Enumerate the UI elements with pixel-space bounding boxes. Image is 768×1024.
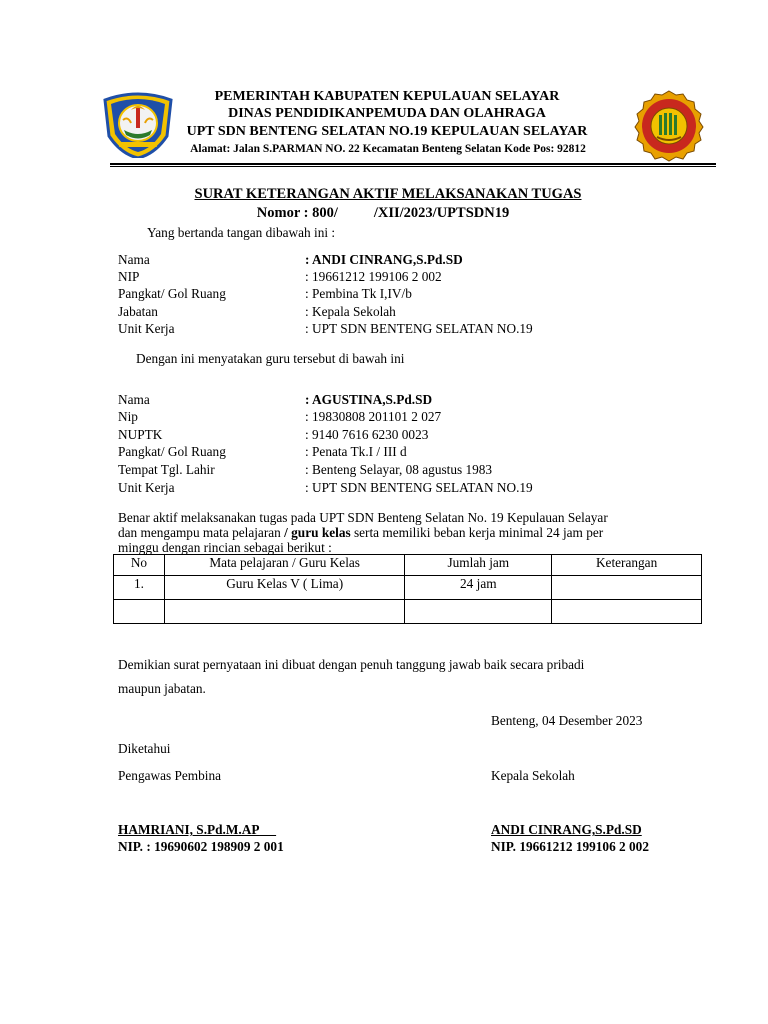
closing-line2: maupun jabatan. bbox=[118, 681, 206, 696]
body-line2-start: dan mengampu mata pelajaran bbox=[118, 525, 285, 540]
teacher-value: : UPT SDN BENTENG SELATAN NO.19 bbox=[305, 480, 533, 495]
body-line3: minggu dengan rincian sebagai berikut : bbox=[118, 540, 332, 555]
intro-text: Yang bertanda tangan dibawah ini : bbox=[147, 225, 336, 240]
teacher-label: Tempat Tgl. Lahir bbox=[118, 462, 215, 477]
signer-value: : Kepala Sekolah bbox=[305, 304, 396, 319]
body-line2 bbox=[118, 525, 603, 541]
table-row bbox=[114, 576, 702, 600]
signer-label: NIP bbox=[118, 269, 140, 284]
table-cell: 1. bbox=[114, 576, 165, 600]
letterhead-address: Alamat: Jalan S.PARMAN NO. 22 Kecamatan Benteng Selatan Kode Pos: 92812 bbox=[190, 143, 586, 155]
right-signatory-nip: NIP. 19661212 199106 2 002 bbox=[491, 839, 649, 854]
right-signatory-role: Kepala Sekolah bbox=[491, 768, 575, 783]
teacher-value: : 9140 7616 6230 0023 bbox=[305, 427, 429, 442]
teacher-label: Nama bbox=[118, 392, 150, 407]
left-signatory-name-text: HAMRIANI, S.Pd.M.AP bbox=[118, 822, 260, 837]
letterhead-line3: UPT SDN BENTENG SELATAN NO.19 KEPULAUAN SELAYAR bbox=[186, 124, 588, 139]
signer-value: : ANDI CINRANG,S.Pd.SD bbox=[305, 252, 463, 267]
left-signatory-name bbox=[118, 822, 276, 838]
signer-label: Jabatan bbox=[118, 304, 158, 319]
table-cell bbox=[164, 600, 405, 624]
signer-label: Nama bbox=[118, 252, 150, 267]
duty-table bbox=[113, 554, 702, 624]
signer-value: : Pembina Tk I,IV/b bbox=[305, 286, 412, 301]
body-line1: Benar aktif melaksanakan tugas pada UPT SDN Benteng Selatan No. 19 Kepulauan Selayar bbox=[118, 510, 608, 525]
table-header-row bbox=[114, 555, 702, 576]
table-cell bbox=[114, 600, 165, 624]
table-header-cell: Mata pelajaran / Guru Kelas bbox=[164, 555, 405, 576]
signer-value: : UPT SDN BENTENG SELATAN NO.19 bbox=[305, 321, 533, 336]
document-number-suffix: /XII/2023/UPTSDN19 bbox=[373, 205, 510, 221]
letterhead-divider-thick bbox=[110, 163, 716, 165]
table-cell bbox=[552, 576, 702, 600]
signer-label: Unit Kerja bbox=[118, 321, 175, 336]
table-row bbox=[114, 600, 702, 624]
table-header-cell: No bbox=[114, 555, 165, 576]
teacher-value: : Penata Tk.I / III d bbox=[305, 444, 407, 459]
acknowledged-label: Diketahui bbox=[118, 741, 171, 756]
document-number-prefix: Nomor : 800/ bbox=[256, 205, 338, 221]
table-cell: Guru Kelas V ( Lima) bbox=[164, 576, 405, 600]
table-cell: 24 jam bbox=[405, 576, 552, 600]
letterhead-line1: PEMERINTAH KABUPATEN KEPULAUAN SELAYAR bbox=[214, 89, 560, 104]
left-signatory-nip: NIP. : 19690602 198909 2 001 bbox=[118, 839, 284, 854]
table-header-cell: Jumlah jam bbox=[405, 555, 552, 576]
letterhead-divider-thin bbox=[110, 166, 716, 167]
document-title: SURAT KETERANGAN AKTIF MELAKSANAKAN TUGAS bbox=[194, 186, 582, 202]
table-cell bbox=[552, 600, 702, 624]
teacher-value: : Benteng Selayar, 08 agustus 1983 bbox=[305, 462, 493, 477]
body-line2-end: serta memiliki beban kerja minimal 24 jam per bbox=[350, 525, 604, 540]
right-signatory-name: ANDI CINRANG,S.Pd.SD bbox=[491, 822, 642, 837]
document-number bbox=[0, 205, 767, 222]
teacher-label: Pangkat/ Gol Ruang bbox=[118, 444, 226, 459]
table-cell bbox=[405, 600, 552, 624]
table-header-cell: Keterangan bbox=[552, 555, 702, 576]
teacher-value: : 19830808 201101 2 027 bbox=[305, 409, 442, 424]
teacher-value: : AGUSTINA,S.Pd.SD bbox=[305, 392, 433, 407]
left-signatory-role: Pengawas Pembina bbox=[118, 768, 222, 783]
closing-line1: Demikian surat pernyataan ini dibuat dengan penuh tanggung jawab baik secara pribadi bbox=[118, 657, 585, 672]
signer-value: : 19661212 199106 2 002 bbox=[305, 269, 442, 284]
place-date: Benteng, 04 Desember 2023 bbox=[491, 713, 643, 728]
body-line2-emphasis: / guru kelas bbox=[284, 525, 351, 540]
letterhead-line2: DINAS PENDIDIKANPEMUDA DAN OLAHRAGA bbox=[228, 106, 546, 121]
teacher-label: NUPTK bbox=[118, 427, 163, 442]
regency-emblem-icon bbox=[99, 90, 177, 158]
teacher-label: Unit Kerja bbox=[118, 480, 175, 495]
signer-label: Pangkat/ Gol Ruang bbox=[118, 286, 226, 301]
teacher-label: Nip bbox=[118, 409, 138, 424]
school-emblem-icon bbox=[631, 90, 707, 162]
statement-text: Dengan ini menyatakan guru tersebut di bawah ini bbox=[136, 351, 405, 366]
